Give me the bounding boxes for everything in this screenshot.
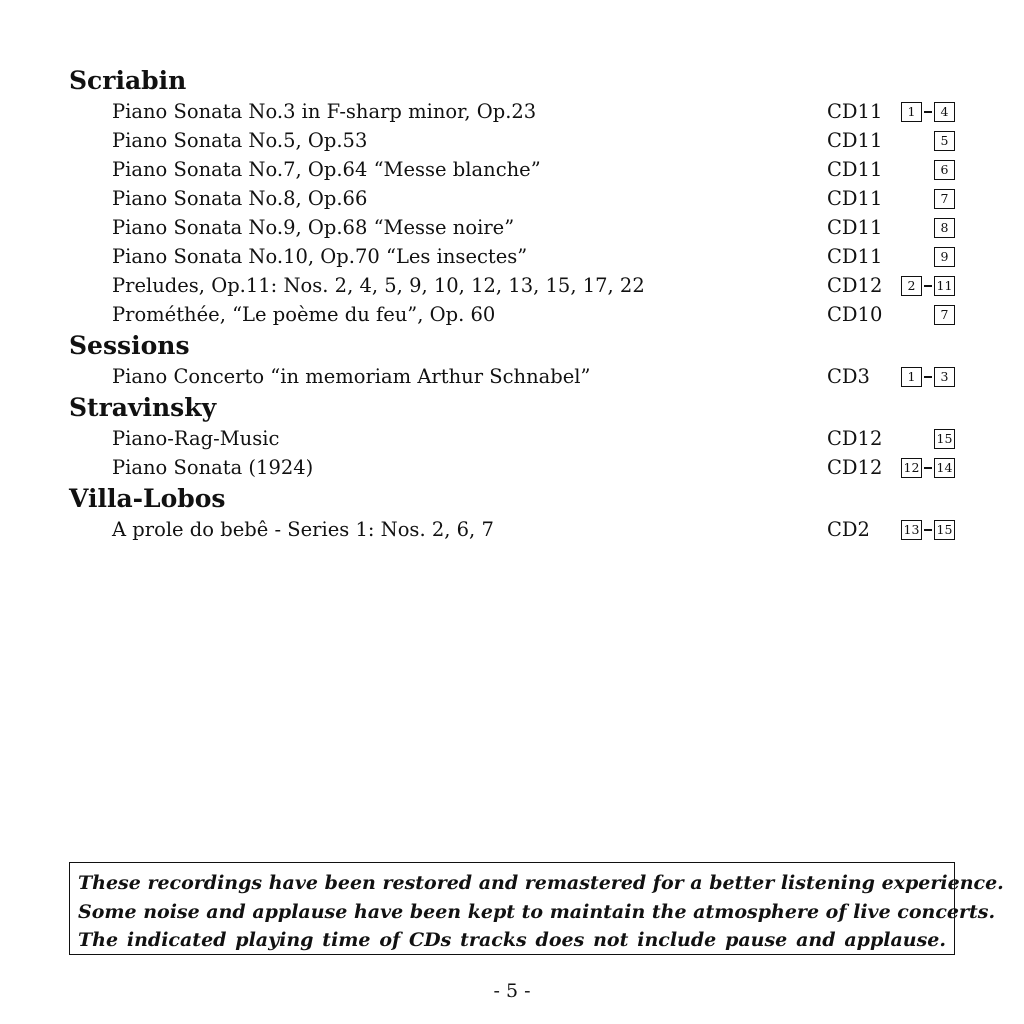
- track-end: 15: [934, 520, 955, 540]
- work-title: Piano Concerto “in memoriam Arthur Schnabel”: [112, 365, 591, 388]
- cd-number: CD11: [827, 245, 883, 268]
- work-row: [69, 453, 955, 482]
- work-title: Piano Sonata No.5, Op.53: [112, 129, 368, 152]
- work-row: [69, 271, 955, 300]
- work-title: Piano Sonata (1924): [112, 456, 314, 479]
- track-range: [934, 189, 955, 209]
- track-end: 7: [934, 305, 955, 325]
- cd-number: CD3: [827, 365, 870, 388]
- track-end: 14: [934, 458, 955, 478]
- cd-number: CD11: [827, 187, 883, 210]
- track-listing: [69, 64, 955, 544]
- cd-number: CD12: [827, 456, 883, 479]
- track-start: 1: [901, 367, 922, 387]
- track-end: 9: [934, 247, 955, 267]
- work-row: [69, 515, 955, 544]
- cd-number: CD10: [827, 303, 883, 326]
- work-title: Piano Sonata No.9, Op.68 “Messe noire”: [112, 216, 515, 239]
- track-range: [934, 429, 955, 449]
- work-row: [69, 242, 955, 271]
- work-title: Piano-Rag-Music: [112, 427, 280, 450]
- work-title: Preludes, Op.11: Nos. 2, 4, 5, 9, 10, 12, 13, 15, 17, 22: [112, 274, 645, 297]
- notice-line: These recordings have been restored and remastered for a better listening experience.: [78, 872, 1004, 894]
- track-end: 8: [934, 218, 955, 238]
- work-title: Prométhée, “Le poème du feu”, Op. 60: [112, 303, 496, 326]
- work-title: Piano Sonata No.7, Op.64 “Messe blanche”: [112, 158, 541, 181]
- work-title: Piano Sonata No.3 in F-sharp minor, Op.23: [112, 100, 537, 123]
- track-start: 12: [901, 458, 922, 478]
- restoration-notice: [69, 862, 1004, 955]
- track-range: [901, 520, 955, 540]
- track-end: 4: [934, 102, 955, 122]
- work-row: [69, 213, 955, 242]
- track-range: [934, 247, 955, 267]
- range-dash: [924, 111, 932, 113]
- range-dash: [924, 285, 932, 287]
- track-start: 1: [901, 102, 922, 122]
- track-start: 2: [901, 276, 922, 296]
- composer-heading: Villa-Lobos: [69, 484, 226, 513]
- notice-line: The indicated playing time of CDs tracks does not include pause and applause.: [78, 929, 946, 951]
- range-dash: [924, 529, 932, 531]
- composer-heading: Stravinsky: [69, 393, 217, 422]
- cd-number: CD12: [827, 427, 883, 450]
- track-range: [934, 305, 955, 325]
- work-title: A prole do bebê - Series 1: Nos. 2, 6, 7: [112, 518, 494, 541]
- track-start: 13: [901, 520, 922, 540]
- cd-number: CD2: [827, 518, 870, 541]
- work-row: [69, 362, 955, 391]
- work-title: Piano Sonata No.8, Op.66: [112, 187, 368, 210]
- composer-heading: Sessions: [69, 331, 190, 360]
- range-dash: [924, 467, 932, 469]
- page-number: - 5 -: [493, 980, 531, 1002]
- work-row: [69, 155, 955, 184]
- track-end: 5: [934, 131, 955, 151]
- range-dash: [924, 376, 932, 378]
- track-end: 7: [934, 189, 955, 209]
- track-range: [901, 276, 955, 296]
- composer-heading: Scriabin: [69, 66, 187, 95]
- cd-number: CD11: [827, 158, 883, 181]
- track-range: [934, 218, 955, 238]
- track-end: 3: [934, 367, 955, 387]
- track-range: [934, 131, 955, 151]
- track-range: [901, 102, 955, 122]
- cd-number: CD12: [827, 274, 883, 297]
- work-row: [69, 424, 955, 453]
- work-row: [69, 300, 955, 329]
- work-title: Piano Sonata No.10, Op.70 “Les insectes”: [112, 245, 528, 268]
- track-range: [901, 367, 955, 387]
- cd-number: CD11: [827, 216, 883, 239]
- track-range: [901, 458, 955, 478]
- cd-number: CD11: [827, 100, 883, 123]
- work-row: [69, 97, 955, 126]
- work-row: [69, 126, 955, 155]
- track-end: 15: [934, 429, 955, 449]
- cd-number: CD11: [827, 129, 883, 152]
- track-end: 6: [934, 160, 955, 180]
- track-range: [934, 160, 955, 180]
- work-row: [69, 184, 955, 213]
- track-end: 11: [934, 276, 955, 296]
- notice-line: Some noise and applause have been kept to maintain the atmosphere of live concerts.: [78, 900, 996, 923]
